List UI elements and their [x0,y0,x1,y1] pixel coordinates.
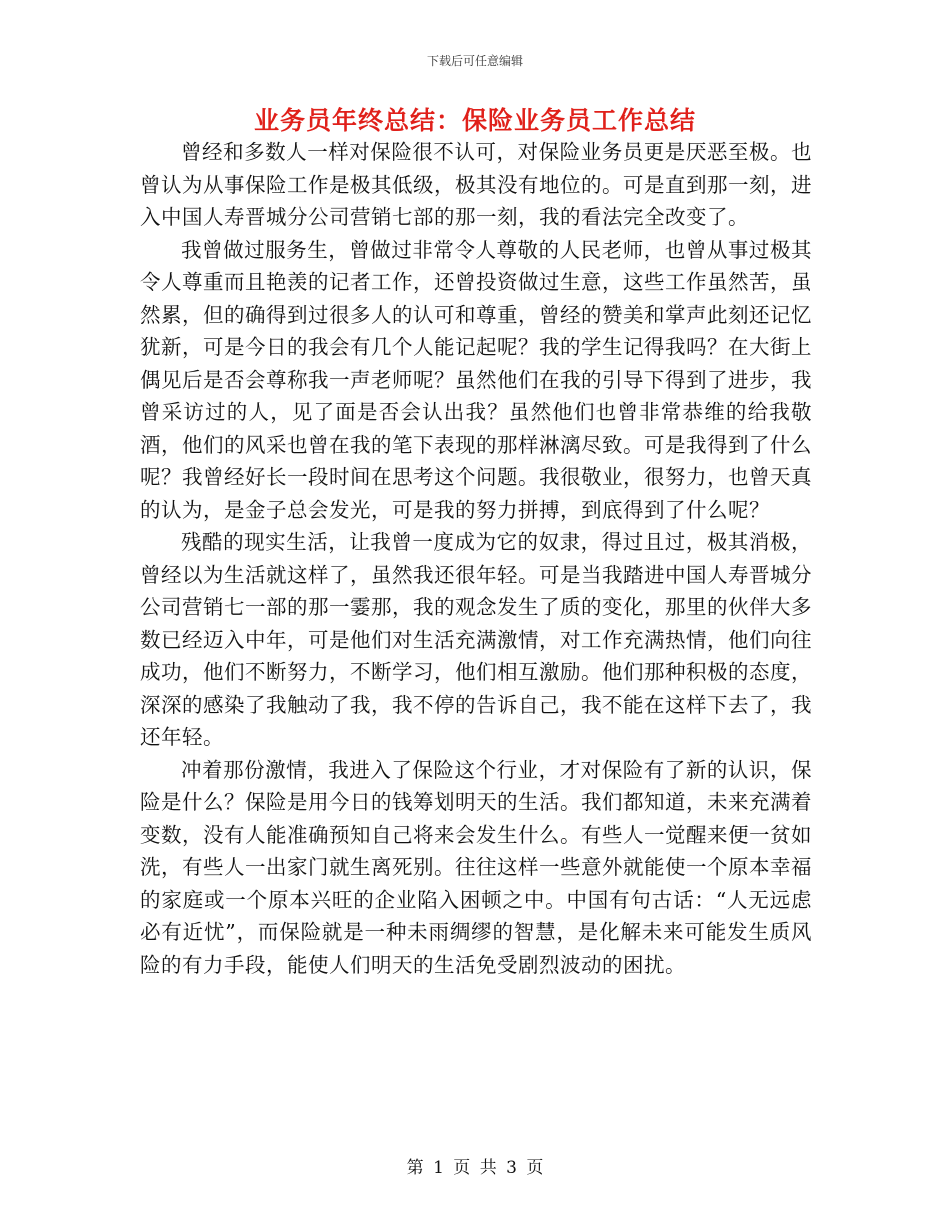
paragraph: 残酷的现实生活，让我曾一度成为它的奴隶，得过且过，极其消极，曾经以为生活就这样了，虽然我还很年轻。可是当我踏进中国人寿晋城分公司营销七一部的那一霎那，我的观念发生了质的变化，那里的伙伴大多数已经迈入中年，可是他们对生活充满激情，对工作充满热情，他们向往成功，他们不断努力，不断学习，他们相互激励。他们那种积极的态度，深深的感染了我触动了我，我不停的告诉自己，我不能在这样下去了，我还年轻。 [140,530,812,749]
document-title: 业务员年终总结：保险业务员工作总结 [253,106,696,135]
paragraph: 曾经和多数人一样对保险很不认可，对保险业务员更是厌恶至极。也曾认为从事保险工作是极其低级，极其没有地位的。可是直到那一刻，进入中国人寿晋城分公司营销七部的那一刻，我的看法完全改变了。 [140,140,812,229]
page-number-footer: 第 1 页 共 3 页 [406,1158,544,1178]
paragraph: 冲着那份激情，我进入了保险这个行业，才对保险有了新的认识，保险是什么？保险是用今日的钱筹划明天的生活。我们都知道，未来充满着变数，没有人能准确预知自己将来会发生什么。有些人一觉醒来便一贫如洗，有些人一出家门就生离死别。往往这样一些意外就能使一个原本幸福的家庭或一个原本兴旺的企业陷入困顿之中。中国有句古话：“人无远虑必有近忧”，而保险就是一种未雨绸缪的智慧，是化解未来可能发生质风险的有力手段，能使人们明天的生活免受剧烈波动的困扰。 [140,757,812,977]
header-note: 下载后可任意编辑 [426,54,523,68]
document-body [140,136,812,981]
paragraph: 我曾做过服务生，曾做过非常令人尊敬的人民老师，也曾从事过极其令人尊重而且艳羡的记者工作，还曾投资做过生意，这些工作虽然苦，虽然累，但的确得到过很多人的认可和尊重，曾经的赞美和掌声此刻还记忆犹新，可是今日的我会有几个人能记起呢？我的学生记得我吗？在大街上偶见后是否会尊称我一声老师呢？虽然他们在我的引导下得到了进步，我曾采访过的人，见了面是否会认出我？虽然他们也曾非常恭维的给我敬酒，他们的风采也曾在我的笔下表现的那样淋漓尽致。可是我得到了什么呢？我曾经好长一段时间在思考这个问题。我很敬业，很努力，也曾天真的认为，是金子总会发光，可是我的努力拼搏，到底得到了什么呢？ [140,237,812,522]
